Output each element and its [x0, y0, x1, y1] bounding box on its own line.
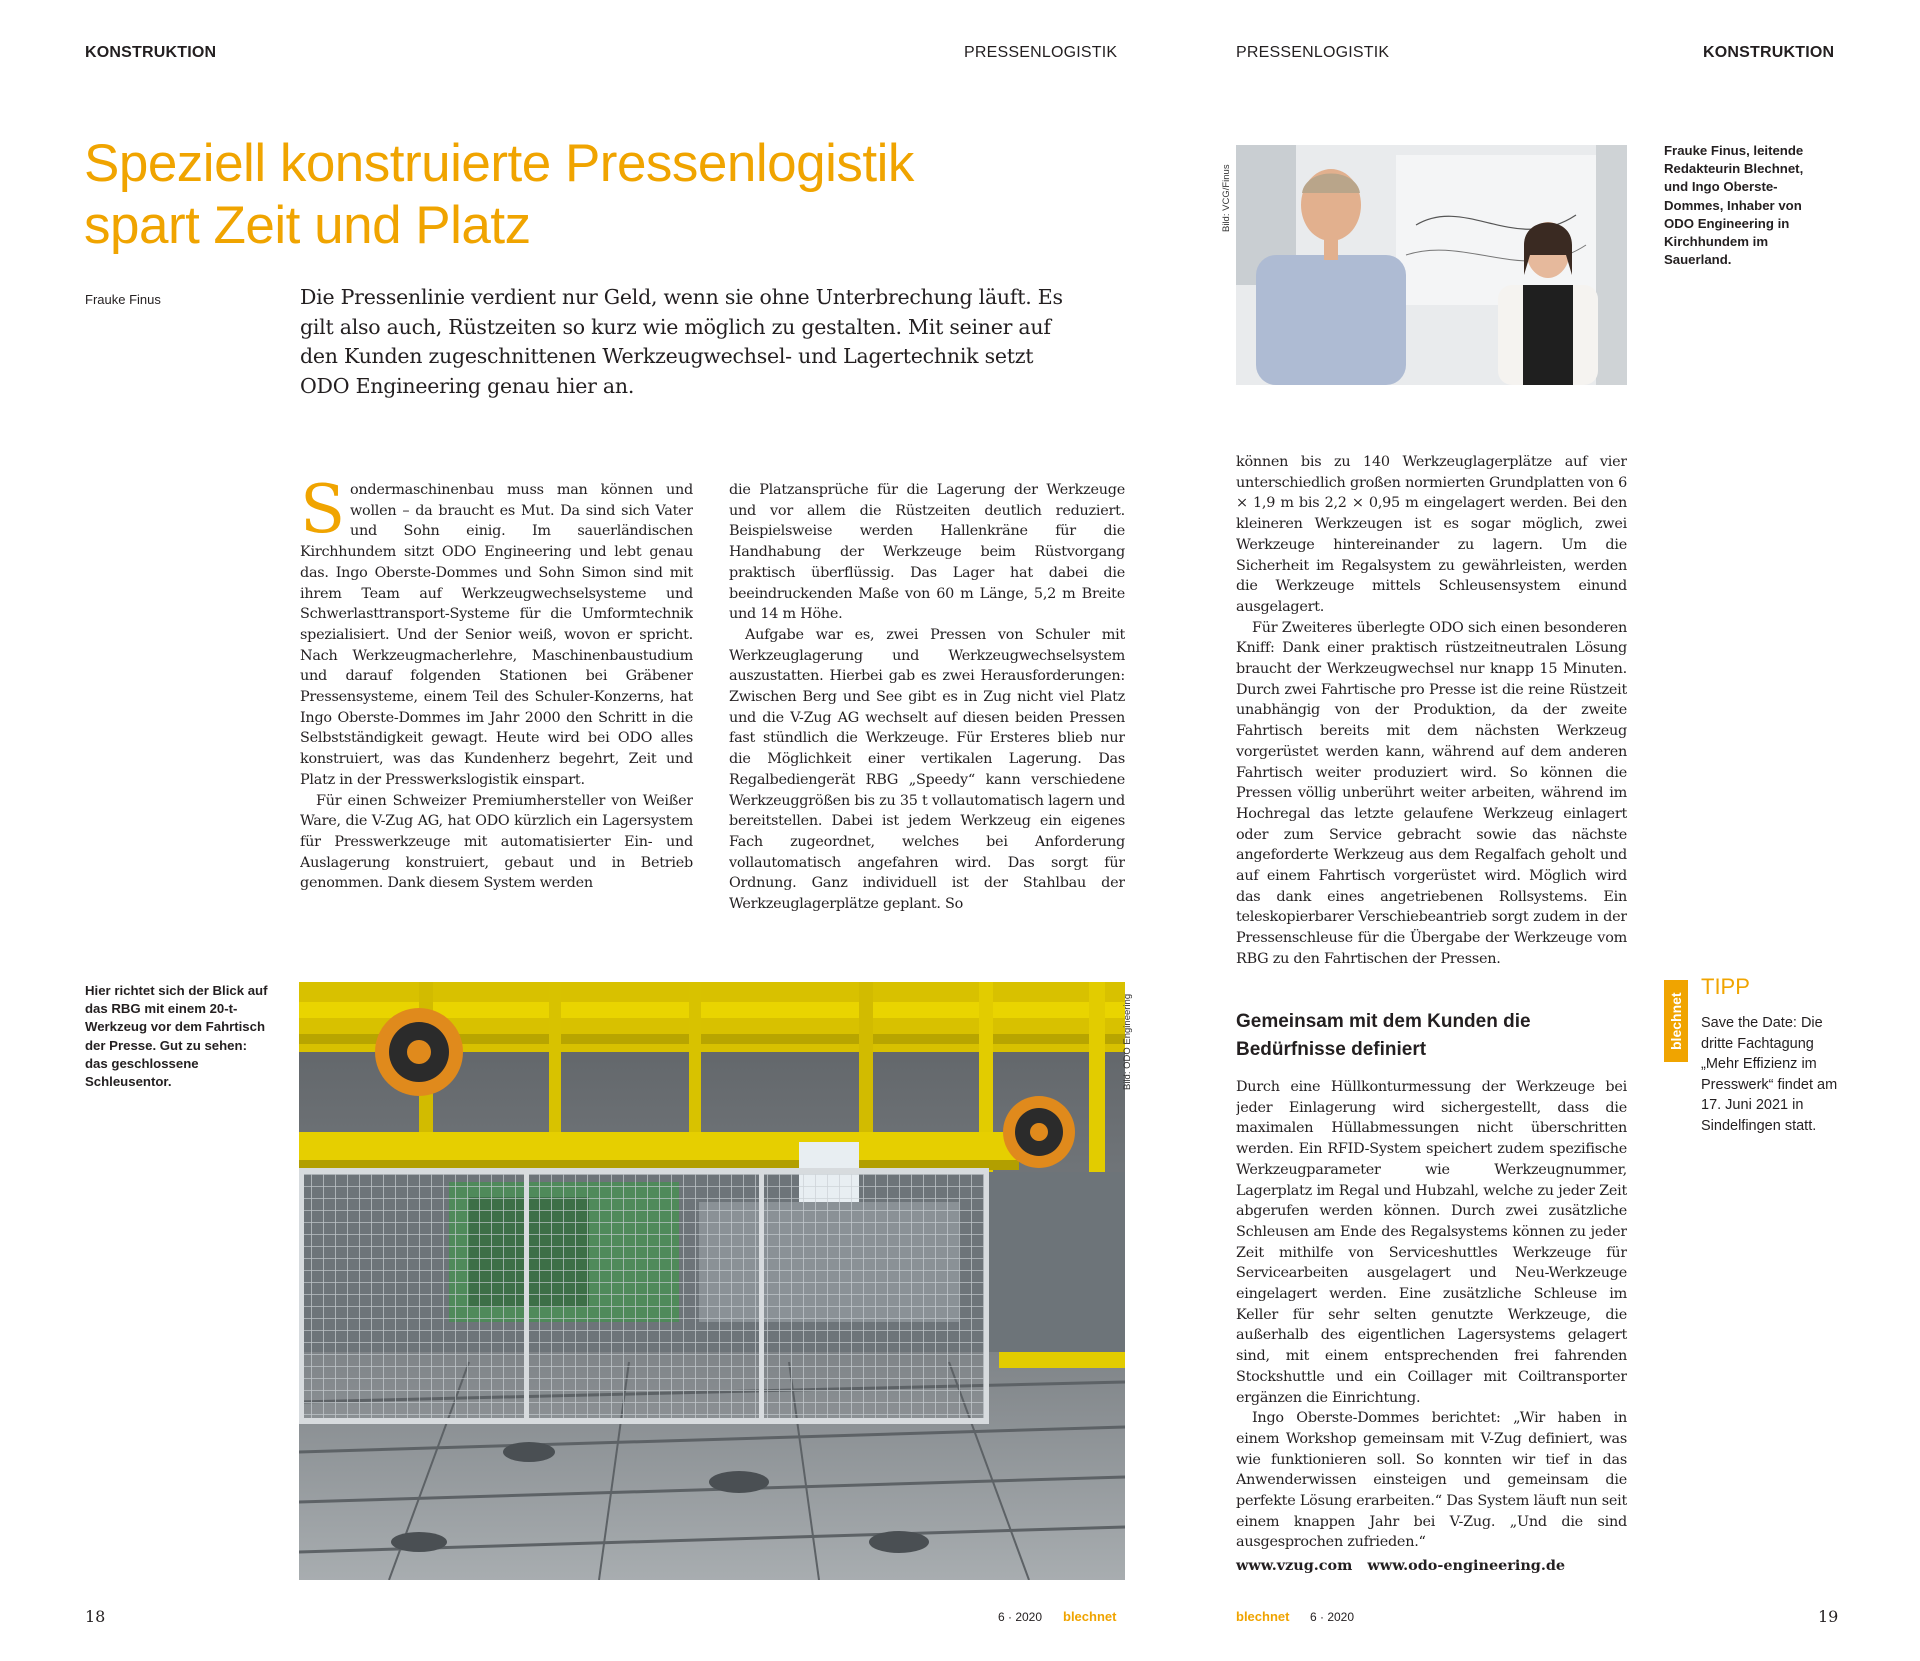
running-head-left-section: KONSTRUKTION — [85, 44, 217, 61]
article-author: Frauke Finus — [85, 292, 161, 307]
article-title-line1: Speziell konstruierte Pressenlogistik — [84, 134, 914, 193]
footer-brand-left: blechnet — [1063, 1609, 1117, 1624]
article-column-2 — [729, 480, 1125, 913]
col3-paragraph-2: Für Zweiteres überlegte ODO sich einen besonderen Kniff: Dank einer praktisch rüstzeitneutralen Lösung braucht der Werkzeugwechsel nur knapp 15 Minuten. Durch zwei Fahrtische pro Presse ist die reine Rüstzeit unabhängig von der Produktion, da der zweite Fahrtisch bereits mit dem nächsten Werkzeug vorgerüstet werden kann, während auf dem anderen Fahrtisch weiter produziert wird. So können die Pressen völlig unberührt weiter arbeiten, während im Hochregal das letzte gelaufene Werkzeug einlagert oder zum Service gebracht sowie das nächste angeforderte Werkzeug aus dem Regalfach geholt und auf einem Fahrtisch vorgerüstet wird. Möglich wird das dank eines angetriebenen Rollsystems. Ein teleskopierbarer Verschiebeantrieb sorgt zudem in der Pressenschleuse für die Übergabe der Werkzeuge vom RBG zu den Fahrtischen der Pressen. — [1236, 619, 1627, 967]
col2-paragraph-2: Aufgabe war es, zwei Pressen von Schuler mit Werkzeuglagerung und Werkzeugwechselsystem auszustatten. Hierbei gab es zwei Herausforderungen: Zwischen Berg und See gibt es in Zug nicht viel Platz und die V-Zug AG wechselt auf diesen beiden Pressen fast stündlich die Werkzeuge. Für Ersteres blieb nur die Möglichkeit einer vertikalen Lagerung. Das Regalbediengerät RBG „Speedy“ kann verschiedene Werkzeuggrößen bis zu 35 t vollautomatisch lagern und bereitstellen. Dabei ist jedem Werkzeug ein eigenes Fach zugeordnet, welches bei Anforderung vollautomatisch angefahren wird. Das sorgt für Ordnung. Ganz individuell ist der Stahlbau der Werkzeuglagerplätze geplant. So — [729, 626, 1125, 913]
portrait-photo-caption: Frauke Finus, leitende Redakteurin Blechnet, und Ingo Oberste-Dommes, Inhaber von ODO Engineering in Kirchhundem im Sauerland. — [1664, 143, 1804, 268]
col1-paragraph-2: Für einen Schweizer Premiumhersteller von Weißer Ware, die V-Zug AG, hat ODO kürzlich ein Lagersystem für Presswerkzeuge mit automatisierter Ein- und Auslagerung konstruiert, gebaut und in Betrieb genommen. Dank diesem System werden — [300, 792, 693, 892]
portrait-photo — [1236, 145, 1627, 385]
article-links[interactable]: www.vzug.com www.odo-engineering.de — [1236, 1557, 1566, 1574]
portrait-photo-image — [1236, 145, 1627, 385]
tipp-brand-bar: blechnet — [1664, 980, 1688, 1062]
page-number-right: 19 — [1818, 1607, 1839, 1626]
section-subhead: Gemeinsam mit dem Kunden die Bedürfnisse definiert — [1236, 1011, 1531, 1060]
col3-paragraph-3: Durch eine Hüllkonturmessung der Werkzeuge bei jeder Einlagerung wird sichergestellt, dass die maximalen Hüllabmessungen nicht überschritten werden. Ein RFID-System speichert zudem spezifische Werkzeugparameter wie Werkzeugnummer, Lagerplatz im Regal und Hubzahl, welche zu jeder Zeit abgerufen werden können. Durch zwei zusätzliche Schleusen am Ende des Regalsystems können zu jeder Zeit mithilfe von Serviceshuttles Werkzeuge für Servicearbeiten ausgelagert und Neu-Werkzeuge eingelagert werden. Eine zusätzliche Schleuse im Keller für sehr selten genutzte Werkzeuge, die außerhalb des eigentlichen Lagersystems gelagert sind, mit einem entsprechenden frei fahrenden Stockshuttle und ein Coillager mit Coiltransporter ergänzen die Einrichtung. — [1236, 1079, 1627, 1406]
main-photo-caption: Hier richtet sich der Blick auf das RBG mit einem 20-t-Werkzeug vor dem Fahrtisch der Presse. Gut zu sehen: das geschlossene Schleusentor. — [85, 983, 268, 1090]
running-head-right-section: KONSTRUKTION — [1703, 44, 1835, 61]
col3-paragraph-1: können bis zu 140 Werkzeuglagerplätze auf vier unterschiedlich großen normierten Grundplatten von 6 × 1,9 m bis 2,2 × 0,95 m eingelagert werden. Bei den kleineren Werkzeugen ist es sogar möglich, zwei Werkzeuge hintereinander zu lagern. Um die Sicherheit im Regalsystem zu gewährleisten, werden die Werkzeuge mittels Schleusensystem einund ausgelagert. — [1236, 454, 1627, 615]
footer-issue-left: 6 · 2020 — [998, 1610, 1043, 1624]
col3-paragraph-4: Ingo Oberste-Dommes berichtet: „Wir haben in einem Workshop gemeinsam mit V-Zug definiert, was wie funktionieren soll. So konnten wir tief in das Anwenderwissen einsteigen und gemeinsam die perfekte Lösung erarbeiten.“ Das System läuft nun seit einem knappen Jahr bei V-Zug. „Und die sind ausgesprochen zufrieden.“ — [1236, 1410, 1627, 1551]
drop-cap: S — [300, 480, 345, 548]
page-number-left: 18 — [85, 1607, 106, 1626]
main-photo-credit: Bild: ODO Engineering — [1122, 993, 1133, 1090]
tipp-label: TIPP — [1701, 974, 1750, 999]
article-lead: Die Pressenlinie verdient nur Geld, wenn sie ohne Unterbrechung läuft. Es gilt also auch, Rüstzeiten so kurz wie möglich zu gestalten. Mit seiner auf den Kunden zugeschnittenen Werkzeugwechsel- und Lagertechnik setzt ODO Engineering genau hier an. — [300, 285, 1063, 398]
col1-paragraph-1: ondermaschinenbau muss man können und wollen – da braucht es Mut. Da sind sich Vater und Sohn einig. Im sauerländischen Kirchhundem sitzt ODO Engineering und lebt genau das. Ingo Oberste-Dommes und Sohn Simon sind mit ihrem Team auf Werkzeugwechselsysteme und Schwerlasttransport-Systeme für die Umformtechnik spezialisiert. Und der Senior weiß, wovon er spricht. Nach Werkzeugmacherlehre, Maschinenbaustudium und darauf folgenden Stationen bei Gräbener Pressensysteme, einem Teil des Schuler-Konzerns, hat Ingo Oberste-Dommes im Jahr 2000 den Schritt in die Selbstständigkeit gewagt. Heute wird bei ODO alles konstruiert, was das Kundenherz begehrt, Zeit und Platz in der Presswerkslogistik einspart. — [300, 482, 693, 788]
article-title — [84, 133, 1144, 257]
running-head-left-topic: PRESSENLOGISTIK — [964, 44, 1118, 61]
main-photo — [299, 982, 1125, 1580]
running-head-right-topic: PRESSENLOGISTIK — [1236, 44, 1390, 61]
article-column-3-continued — [1236, 1077, 1627, 1553]
col2-paragraph-1: die Platzansprüche für die Lagerung der Werkzeuge und vor allem die Rüstzeiten deutlich reduziert. Beispielsweise werden Hallenkräne für die Handhabung der Werkzeuge beim Rüstvorgang praktisch überflüssig. Das Lager hat dabei die beeindruckenden Maße von 60 m Länge, 5,2 m Breite und 14 m Höhe. — [729, 482, 1125, 623]
footer-issue-right: 6 · 2020 — [1310, 1610, 1355, 1624]
footer-brand-right: blechnet — [1236, 1609, 1290, 1624]
article-column-3 — [1236, 452, 1627, 992]
press-storage-photo — [299, 982, 1125, 1580]
article-title-line2: spart Zeit und Platz — [84, 196, 531, 255]
article-column-1 — [300, 480, 693, 913]
portrait-photo-credit: Bild: VCG/Finus — [1221, 164, 1232, 232]
tipp-text: Save the Date: Die dritte Fachtagung „Mehr Effizienz im Presswerk“ findet am 17. Juni 2021 in Sindelfingen statt. — [1701, 1015, 1838, 1134]
